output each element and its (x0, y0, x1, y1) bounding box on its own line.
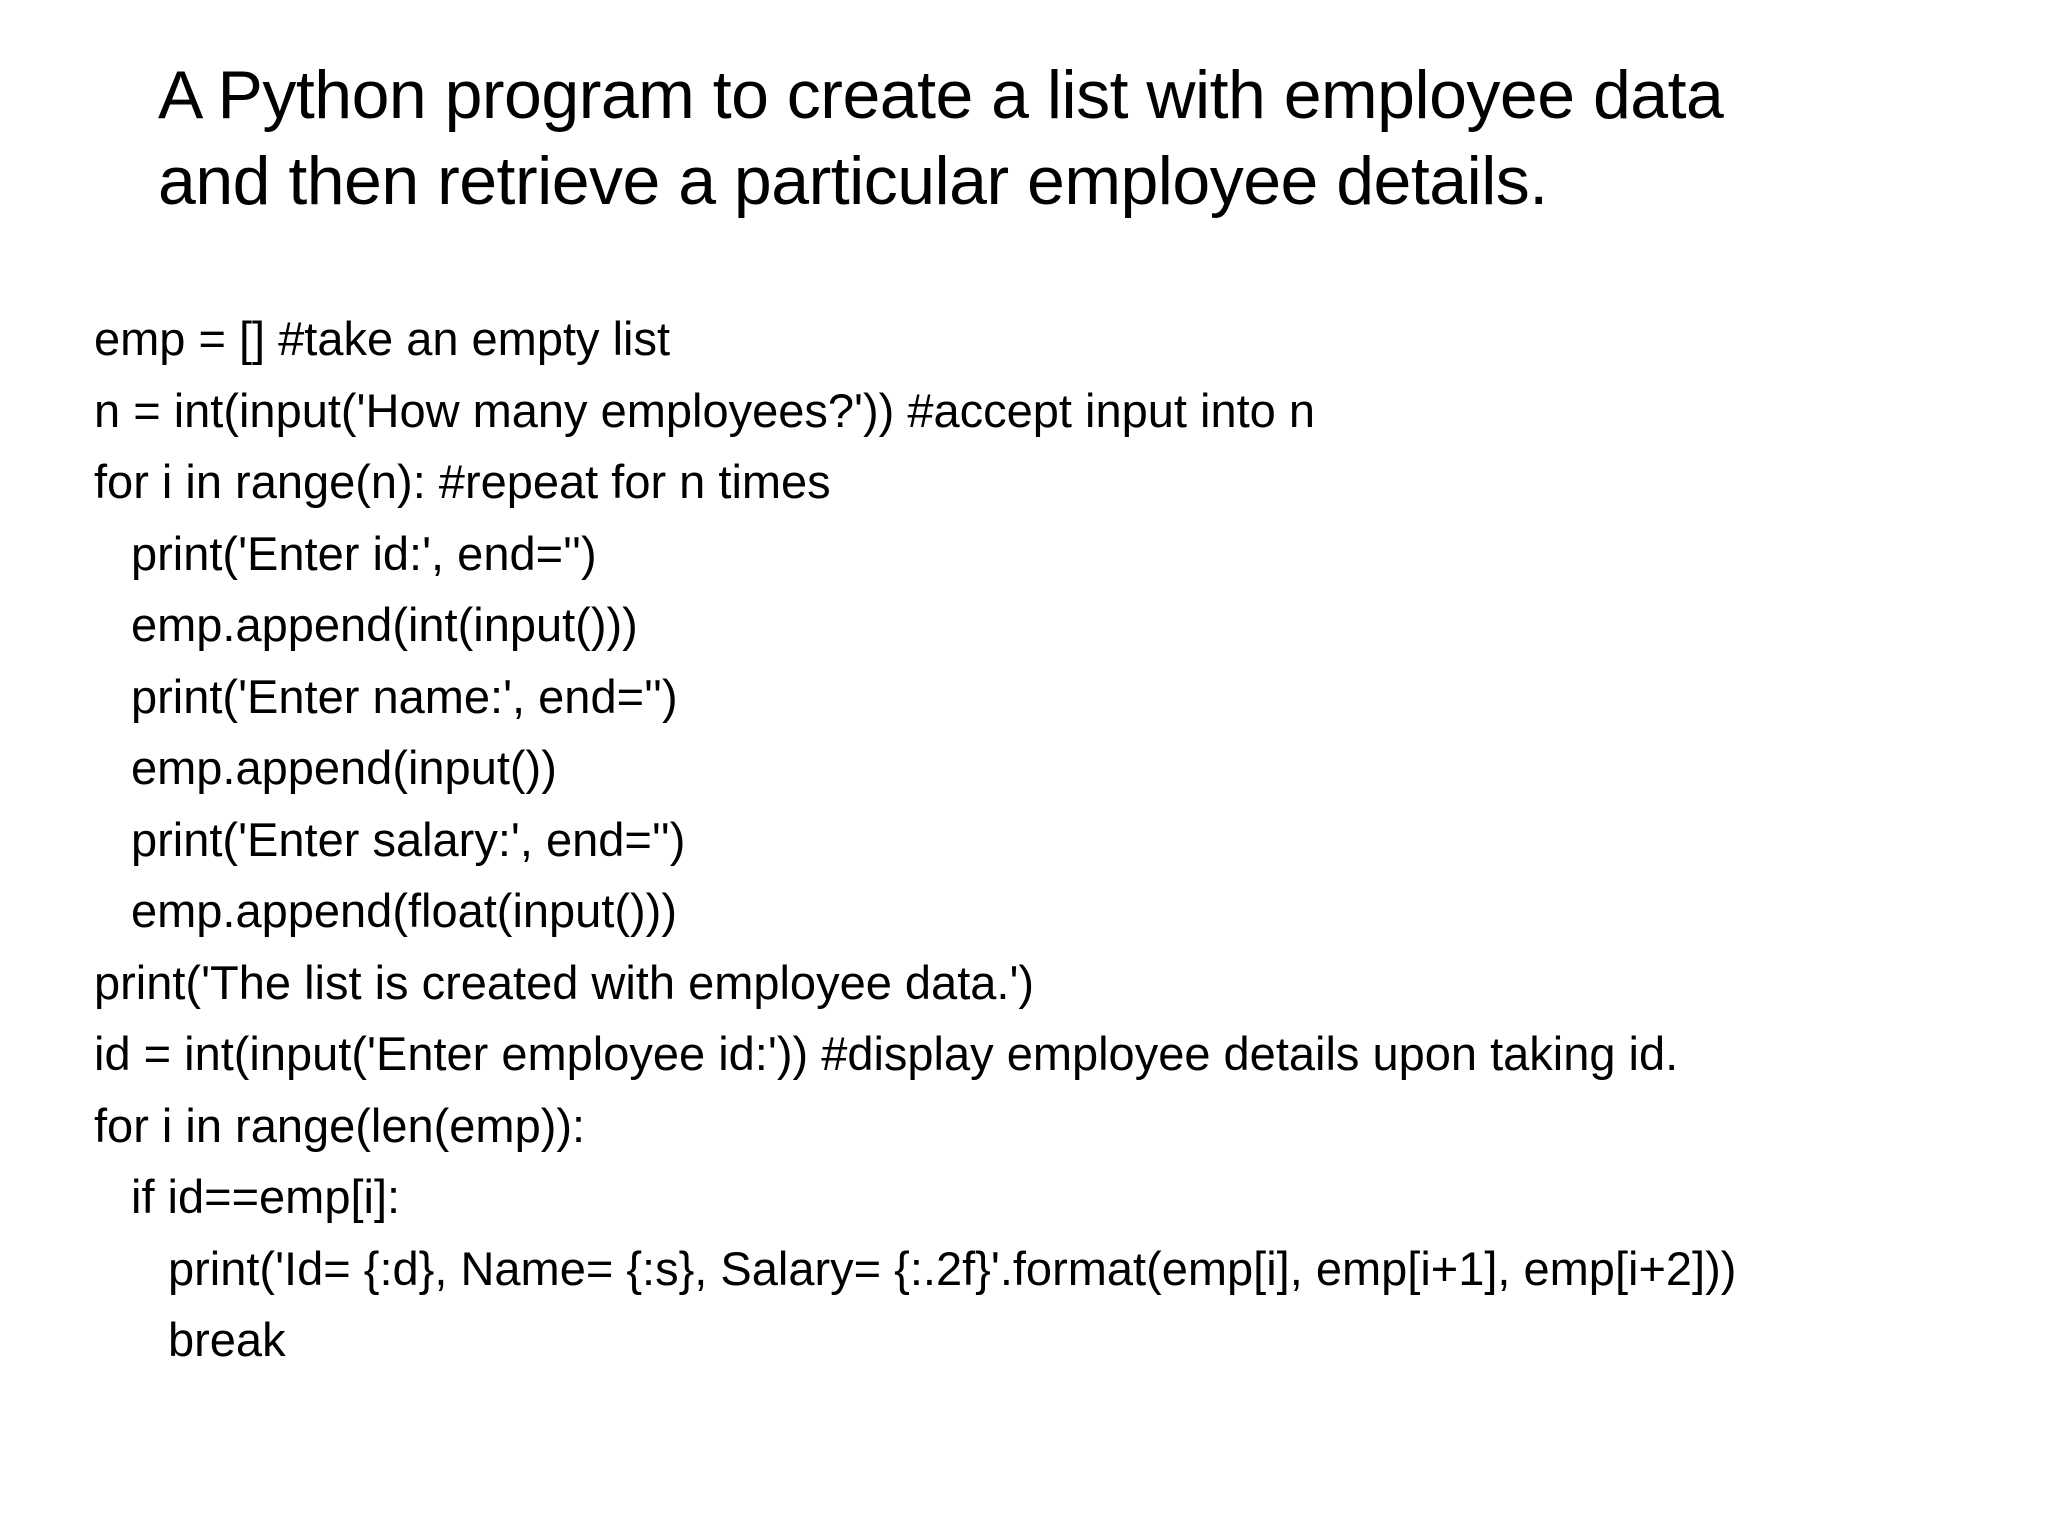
code-listing (94, 303, 1994, 1376)
slide-title-line-2: and then retrieve a particular employee details. (158, 143, 1548, 219)
code-line-7: emp.append(input()) (131, 741, 557, 794)
code-line-12: for i in range(len(emp)): (94, 1098, 586, 1152)
code-line-9: emp.append(float(input())) (131, 884, 677, 937)
code-line-6: print('Enter name:', end='') (131, 669, 678, 723)
slide-title-line-1: A Python program to create a list with employee data (158, 57, 1724, 133)
code-line-3: for i in range(n): #repeat for n times (94, 455, 831, 508)
code-line-13: if id==emp[i]: (131, 1170, 401, 1223)
code-line-2: n = int(input('How many employees?')) #accept input into n (94, 383, 1315, 437)
code-line-14: print('Id= {:d}, Name= {:s}, Salary= {:.2f}'.format(emp[i], emp[i+1], emp[i+2])) (168, 1241, 1737, 1295)
code-line-10: print('The list is created with employee data.') (94, 955, 1035, 1009)
code-line-8: print('Enter salary:', end='') (131, 812, 686, 866)
code-line-4: print('Enter id:', end='') (131, 526, 597, 580)
slide-title (158, 52, 1958, 224)
code-line-11: id = int(input('Enter employee id:')) #display employee details upon taking id. (94, 1027, 1679, 1080)
code-line-5: emp.append(int(input())) (131, 598, 638, 651)
code-line-15: break (168, 1313, 286, 1366)
code-line-1: emp = [] #take an empty list (94, 312, 671, 365)
